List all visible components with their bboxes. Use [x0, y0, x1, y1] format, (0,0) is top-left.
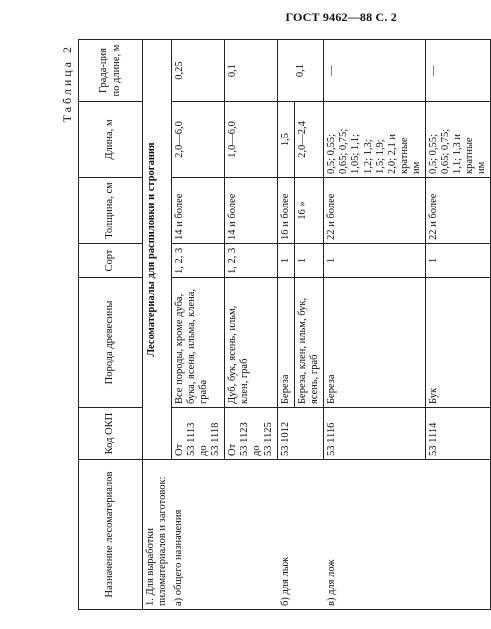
col-header-code: Код ОКП: [79, 408, 143, 460]
row-name-c: в) для лож: [324, 460, 426, 610]
row-c1-code: 53 1116: [324, 408, 426, 460]
row-a1-code: От 53 1113 до 53 1118: [171, 408, 224, 460]
row-name-a: а) общего назначения: [171, 460, 278, 610]
row-b1-species: Береза: [278, 278, 295, 408]
row-c1-grade: 1: [324, 244, 426, 278]
row-b2-species: Береза, клен, ильм, бук, ясень, граб: [295, 278, 324, 408]
row-c1-thickness: 22 и более: [324, 178, 426, 244]
row-b1-length: 1,5: [278, 102, 295, 178]
page-header: ГОСТ 9462—88 С. 2: [285, 10, 397, 24]
row-c1-length: 0,5; 0,55; 0,65; 0,75; 1,05; 1,1; 1,2; 1,3; 1,5; 1,9; 2,0; 2,1 и кратные им: [324, 102, 426, 178]
timber-table: [78, 39, 491, 610]
col-header-length: Длина, м: [79, 102, 143, 178]
row-b1-thickness: 16 и более: [278, 178, 295, 244]
row-name-c-cont: [425, 460, 490, 610]
row-b2-length: 2,0—2,4: [295, 102, 324, 178]
row-name-b: б) для лыж: [278, 460, 324, 610]
row-a1-species: Все породы, кроме дуба, бука, ясеня, ильма, клена, граба: [171, 278, 224, 408]
row-b-code: 53 1012: [278, 408, 324, 460]
table-row: [171, 40, 224, 610]
row-a2-grade: 1, 2, 3: [224, 244, 277, 278]
row-a2-species: Дуб, бук, ясень, ильм, клен, граб: [224, 278, 277, 408]
row-b-gradation: 0,1: [278, 40, 324, 102]
col-header-gradation: Града-ция по длине, м: [79, 40, 143, 102]
row-a2-thickness: 14 и более: [224, 178, 277, 244]
table-row: [324, 40, 426, 610]
purpose-main: 1. Для выработки пиломатериалов и заготовок:: [143, 460, 172, 610]
row-c2-length: 0,5; 0,55; 0,65; 0,75; 1,1; 1,3 и кратные им: [425, 102, 490, 178]
col-header-species: Порода древесины: [79, 278, 143, 408]
row-a2-length: 1,0—6,0: [224, 102, 277, 178]
row-a2-code: От 53 1123 до 53 1125: [224, 408, 277, 460]
table-row: [425, 40, 490, 610]
row-a1-thickness: 14 и более: [171, 178, 224, 244]
row-c2-grade: 1: [425, 244, 490, 278]
col-header-name: Назначение лесоматериалов: [79, 460, 143, 610]
section-title: Лесоматериалы для распиловки и строгания: [143, 40, 172, 460]
row-c1-species: Береза: [324, 278, 426, 408]
row-b2-grade: 1: [295, 244, 324, 278]
row-a1-length: 2,0—6,0: [171, 102, 224, 178]
table-caption: Таблица 2: [60, 44, 74, 123]
row-a1-gradation: 0,25: [171, 40, 224, 102]
table-row: [278, 40, 295, 610]
row-c2-gradation: —: [425, 40, 490, 102]
row-b1-grade: 1: [278, 244, 295, 278]
row-c1-gradation: —: [324, 40, 426, 102]
rotated-table-area: [60, 40, 488, 610]
section-row: [143, 40, 172, 610]
row-a1-grade: 1, 2, 3: [171, 244, 224, 278]
row-c2-code: 53 1114: [425, 408, 490, 460]
table-header-row: [79, 40, 143, 610]
row-c2-species: Бук: [425, 278, 490, 408]
row-c2-thickness: 22 и более: [425, 178, 490, 244]
row-a2-gradation: 0,1: [224, 40, 277, 102]
row-b2-thickness: 16 »: [295, 178, 324, 244]
col-header-grade: Сорт: [79, 244, 143, 278]
col-header-thickness: Толщина, см: [79, 178, 143, 244]
